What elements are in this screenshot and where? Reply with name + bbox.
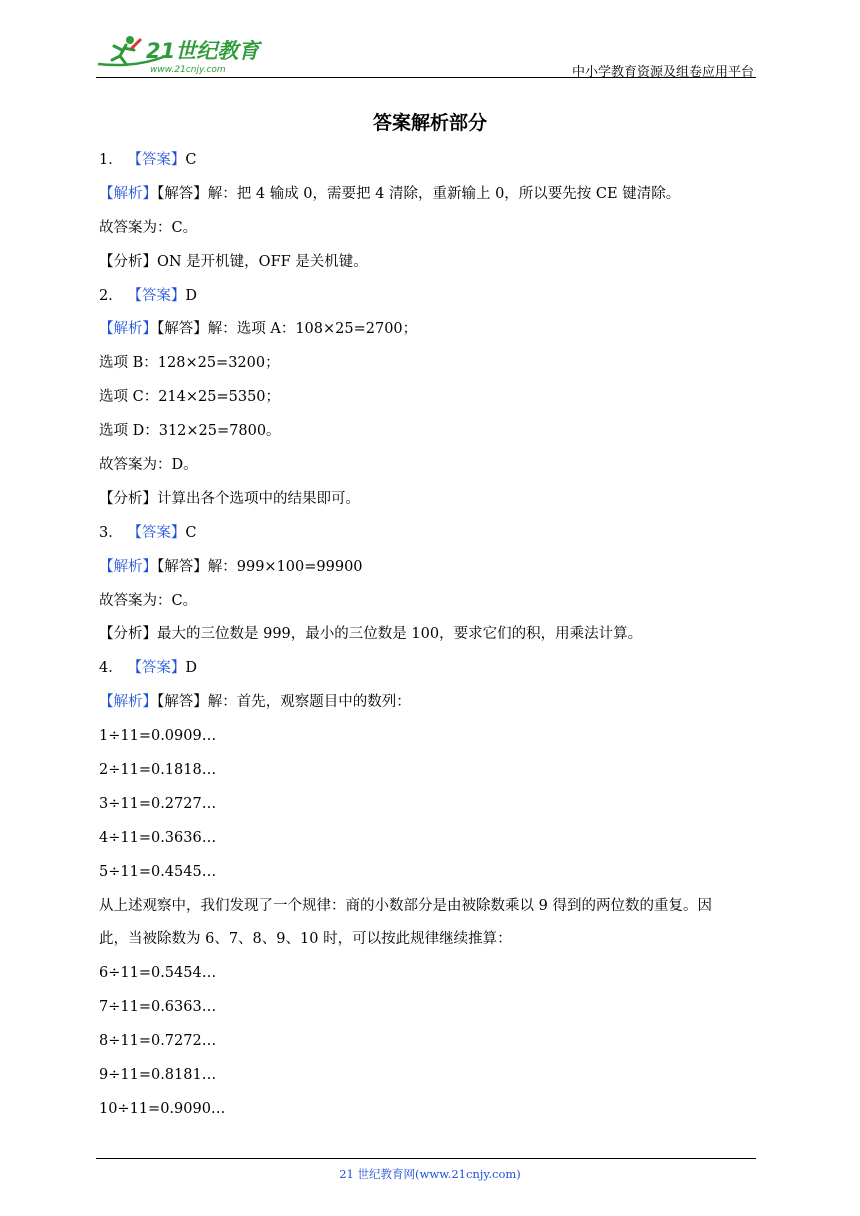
answer-line <box>99 1063 759 1097</box>
footer-divider <box>96 1158 756 1159</box>
answer-tag: 【答案】 <box>127 152 186 168</box>
line-text: 【分析】最大的三位数是 999，最小的三位数是 100，要求它们的积，用乘法计算。 <box>99 626 643 643</box>
line-text: 9÷11=0.8181… <box>99 1067 217 1084</box>
answer-line <box>99 216 759 250</box>
answer-line <box>99 487 759 521</box>
answer-line <box>99 521 759 555</box>
answer-content <box>99 148 759 1131</box>
question-number: 2． <box>99 287 128 304</box>
answer-line <box>99 284 759 318</box>
line-text: 【解答】解：把 4 输成 0，需要把 4 清除，重新输上 0，所以要先按 CE 键清除。 <box>157 185 681 202</box>
answer-line <box>99 385 759 419</box>
line-text: 【分析】ON 是开机键，OFF 是关机键。 <box>99 253 368 270</box>
line-text: 选项 D：312×25=7800。 <box>99 423 281 440</box>
answer-line <box>99 690 759 724</box>
line-text: 【解答】解：999×100=99900 <box>157 558 363 575</box>
line-text: 故答案为：C。 <box>99 219 198 236</box>
answer-line <box>99 182 759 216</box>
svg-text:21世纪教育: 21世纪教育 <box>146 39 260 63</box>
header-platform-name: 中小学教育资源及组卷应用平台 <box>571 65 754 80</box>
answer-line <box>99 148 759 182</box>
line-text: 选项 B：128×25=3200； <box>99 355 280 372</box>
page-header <box>96 30 756 78</box>
analysis-tag: 【解析】 <box>99 558 157 575</box>
answer-line <box>99 792 759 826</box>
answer-line <box>99 419 759 453</box>
answer-line <box>99 555 759 589</box>
answer-line <box>99 656 759 690</box>
line-text: 2÷11=0.1818… <box>99 762 217 779</box>
analysis-tag: 【解析】 <box>99 185 157 202</box>
question-number: 1． <box>99 152 128 168</box>
line-text: 【分析】计算出各个选项中的结果即可。 <box>99 490 360 507</box>
line-text: 故答案为：D。 <box>99 457 198 474</box>
answer-line <box>99 894 759 928</box>
answer-line <box>99 860 759 894</box>
answer-line <box>99 351 759 385</box>
analysis-tag: 【解析】 <box>99 694 157 711</box>
question-number: 4． <box>99 660 128 677</box>
line-text: C <box>185 152 197 168</box>
answer-tag: 【答案】 <box>127 524 186 541</box>
line-text: 此，当被除数为 6、7、8、9、10 时，可以按此规律继续推算： <box>99 931 512 948</box>
line-text: 【解答】解：选项 A：108×25=2700； <box>157 321 418 338</box>
line-text: D <box>185 287 197 304</box>
answer-line <box>99 453 759 487</box>
answer-line <box>99 1029 759 1063</box>
header-divider <box>96 77 756 78</box>
line-text: 【解答】解：首先，观察题目中的数列： <box>157 694 411 711</box>
line-text: 5÷11=0.4545… <box>99 863 217 880</box>
svg-text:www.21cnjy.com: www.21cnjy.com <box>150 65 226 75</box>
logo-21cnjy <box>96 34 276 78</box>
answer-line <box>99 826 759 860</box>
line-text: 选项 C：214×25=5350； <box>99 389 281 406</box>
line-text: 4÷11=0.3636… <box>99 829 217 846</box>
answer-line <box>99 250 759 284</box>
answer-line <box>99 622 759 656</box>
line-text: 从上述观察中，我们发现了一个规律：商的小数部分是由被除数乘以 9 得到的两位数的重复。因 <box>99 897 712 914</box>
line-text: 故答案为：C。 <box>99 592 198 609</box>
answer-line <box>99 961 759 995</box>
answer-line <box>99 1097 759 1131</box>
answer-line <box>99 589 759 623</box>
line-text: C <box>185 524 197 541</box>
line-text: 7÷11=0.6363… <box>99 999 217 1016</box>
question-number: 3． <box>99 524 128 541</box>
analysis-tag: 【解析】 <box>99 321 157 338</box>
answer-line <box>99 724 759 758</box>
answer-line <box>99 758 759 792</box>
line-text: 1÷11=0.0909… <box>99 728 217 745</box>
line-text: 8÷11=0.7272… <box>99 1033 217 1050</box>
answer-tag: 【答案】 <box>127 660 186 677</box>
line-text: 10÷11=0.9090… <box>99 1100 226 1117</box>
answer-tag: 【答案】 <box>127 287 186 304</box>
answer-line <box>99 995 759 1029</box>
page-title: 答案解析部分 <box>372 112 487 134</box>
footer-site-link[interactable]: 21 世纪教育网(www.21cnjy.com) <box>339 1167 521 1181</box>
answer-line <box>99 317 759 351</box>
answer-line <box>99 927 759 961</box>
line-text: 6÷11=0.5454… <box>99 965 217 982</box>
line-text: 3÷11=0.2727… <box>99 795 217 812</box>
line-text: D <box>185 660 197 677</box>
